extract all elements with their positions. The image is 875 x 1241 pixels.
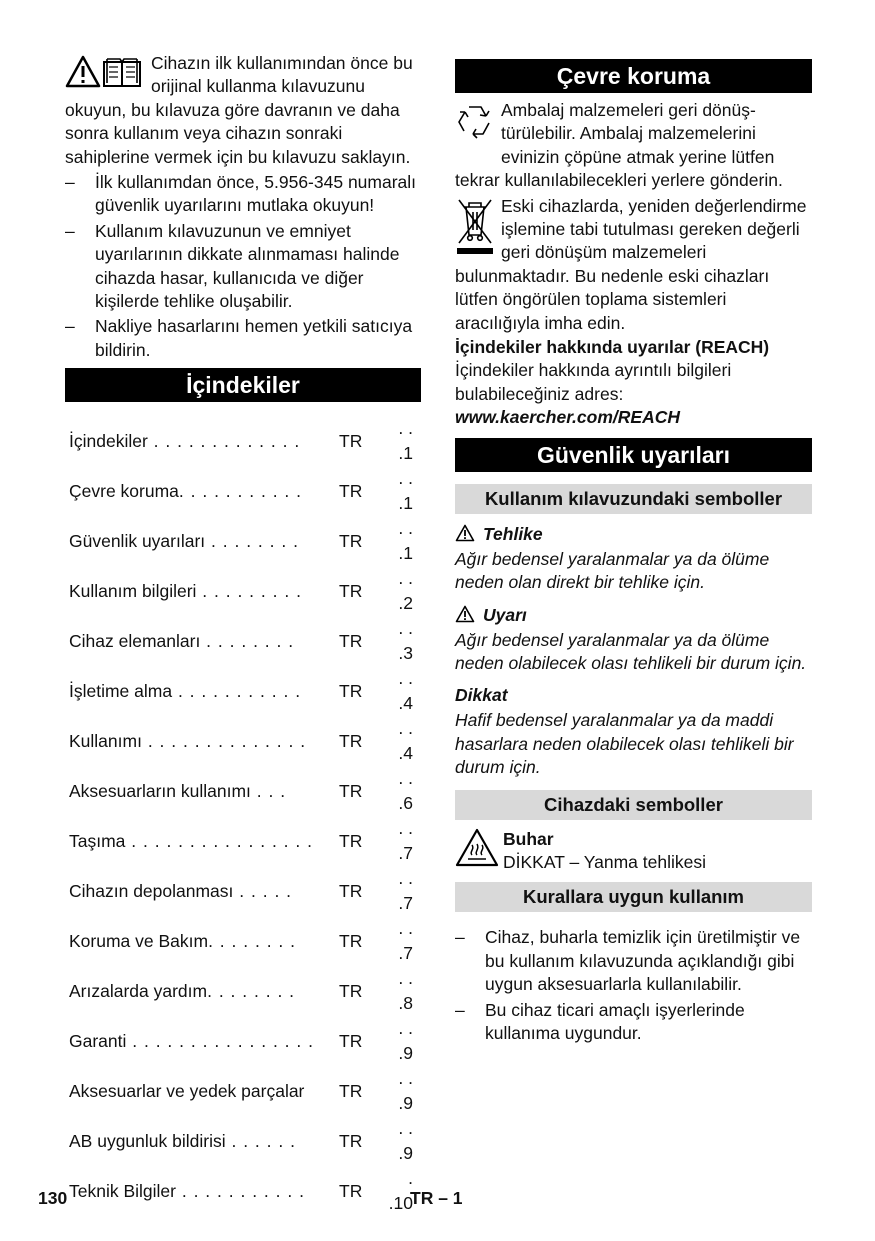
list-item: – İlk kullanımdan önce, 5.956-345 numaralı güvenlik uyarılarını mutlaka okuyun!: [65, 171, 421, 218]
table-row[interactable]: [65, 866, 421, 916]
toc-lang: TR: [339, 1080, 363, 1101]
toc-title: İçindekiler: [69, 430, 148, 451]
toc-title: Aksesuarların kullanımı: [69, 780, 251, 801]
weee-block: [455, 195, 812, 335]
list-item: – Nakliye hasarlarını hemen yetkili satıcıya bildirin.: [65, 315, 421, 362]
toc-title: AB uygunluk bildirisi: [69, 1130, 226, 1151]
page-number: 130: [38, 1188, 68, 1208]
environment-heading: Çevre koruma: [455, 59, 812, 93]
toc-dots: . . . . . . . . . . . . .: [147, 430, 301, 451]
table-row[interactable]: [65, 1016, 421, 1066]
toc-page: . . .4: [398, 718, 413, 764]
reach-url: www.kaercher.com/REACH: [455, 407, 680, 428]
danger-title-row: [455, 522, 812, 546]
toc-lang: TR: [339, 930, 363, 951]
toc-lang: TR: [339, 1130, 363, 1151]
toc-page: . . .7: [398, 918, 413, 964]
warning-manual-icon: [65, 54, 145, 95]
toc-dots: . . . . .: [233, 880, 293, 901]
table-row[interactable]: [65, 966, 421, 1016]
toc-dots: . . . . . . . .: [200, 630, 295, 651]
toc-page: . .10: [388, 1168, 413, 1214]
intro-text: Cihazın ilk kullanımından önce bu orijinal kullanma kılavuzunu okuyun, bu kılavuza göre davranın ve daha sonra kullanım veya cihazın sonraki sahiplerine vermek için bu kılavuzu saklayın.: [65, 53, 413, 167]
toc-lang: TR: [339, 980, 363, 1001]
toc-dots: . . . . . . . . . . . . . .: [141, 730, 307, 751]
toc-dots: . . .: [250, 780, 287, 801]
intro-block: [65, 52, 421, 169]
reach-text: İçindekiler hakkında ayrıntılı bilgileri bulabileceğiniz adres:: [455, 360, 732, 404]
manual-symbols-heading: Kullanım kılavuzundaki semboller: [455, 484, 812, 514]
toc-lang: TR: [339, 530, 363, 551]
left-column: [65, 52, 421, 1216]
toc-lang: TR: [339, 480, 363, 501]
warning-triangle-icon: [455, 524, 475, 542]
toc-title: Garanti: [69, 1030, 127, 1051]
toc-title: Teknik Bilgiler: [69, 1180, 176, 1201]
intro-bullet-list: [65, 171, 421, 362]
toc-lang: TR: [339, 830, 363, 851]
toc-dots: . . . . . . . . . . .: [178, 480, 303, 501]
safety-heading: Güvenlik uyarıları: [455, 438, 812, 472]
toc-page: . . .8: [398, 968, 413, 1014]
toc-title: İşletime alma: [69, 680, 173, 701]
table-row[interactable]: [65, 466, 421, 516]
toc-lang: TR: [339, 630, 363, 651]
proper-use-heading: Kurallara uygun kullanım: [455, 882, 812, 912]
toc-page: . . .1: [398, 418, 413, 464]
toc-title: Kullanımı: [69, 730, 142, 751]
list-item: – Bu cihaz ticari amaçlı işyerlerinde kullanıma uygundur.: [455, 999, 812, 1046]
reach-heading: İçindekiler hakkında uyarılar (REACH): [455, 337, 770, 358]
danger-text: Ağır bedensel yaralanmalar ya da ölüme neden olan direkt bir tehlike için.: [455, 548, 770, 593]
danger-title: Tehlike: [483, 523, 543, 544]
toc-dots: . . . . . . . .: [205, 530, 299, 551]
table-row[interactable]: [65, 516, 421, 566]
caution-text: Hafif bedensel yaralanmalar ya da maddi hasarlara neden olabilecek olası tehlikeli bir durum için.: [455, 710, 794, 778]
steam-title: Buhar: [503, 828, 554, 849]
toc-page: . . .6: [398, 768, 413, 814]
toc-page: . . .9: [398, 1118, 413, 1164]
toc-title: Çevre koruma: [69, 480, 179, 501]
toc-page: . . .2: [398, 568, 413, 614]
list-item: – Cihaz, buharla temizlik için üretilmiştir ve bu kullanım kılavuzunda açıklandığı gibi uygun aksesuarlarla kullanılabilir.: [455, 926, 812, 996]
recycle-icon: [455, 101, 495, 146]
toc-lang: TR: [339, 730, 363, 751]
toc-page: . . .1: [398, 468, 413, 514]
toc-dots: . . . . . . . . . . .: [175, 1180, 305, 1201]
device-symbols-heading: Cihazdaki semboller: [455, 790, 812, 820]
table-row[interactable]: [65, 1066, 421, 1116]
toc-title: Taşıma: [69, 830, 126, 851]
table-row[interactable]: [65, 916, 421, 966]
toc-lang: TR: [339, 580, 363, 601]
toc-dots: . . . . . .: [225, 1130, 296, 1151]
toc-title: Kullanım bilgileri: [69, 580, 197, 601]
steam-text: DİKKAT – Yanma tehlikesi: [503, 851, 706, 872]
toc-title: Güvenlik uyarıları: [69, 530, 206, 551]
right-column: [455, 52, 812, 1047]
table-row[interactable]: [65, 766, 421, 816]
toc-lang: TR: [339, 780, 363, 801]
toc-page: . . .3: [398, 618, 413, 664]
table-row[interactable]: [65, 416, 421, 466]
toc-title: Aksesuarlar ve yedek parçalar: [69, 1080, 305, 1101]
warning-triangle-icon: [455, 605, 475, 623]
warning-title: Uyarı: [483, 604, 527, 625]
table-row[interactable]: [65, 616, 421, 666]
toc-lang: TR: [339, 430, 363, 451]
list-item: – Kullanım kılavuzunun ve emniyet uyarılarının dikkate alınmaması halinde cihazda hasar, kullanıcıda ve diğer kişilerde tehlike oluşabilir.: [65, 220, 421, 314]
table-row[interactable]: [65, 1166, 421, 1216]
toc-lang: TR: [339, 1030, 363, 1051]
toc-lang: TR: [339, 680, 363, 701]
toc-dots: . . . . . . . . . . . . . . . .: [125, 830, 313, 851]
toc-title: Cihazın depolanması: [69, 880, 234, 901]
table-row[interactable]: [65, 716, 421, 766]
footer-lang-page: TR – 1: [410, 1188, 463, 1208]
table-row[interactable]: [65, 666, 421, 716]
recycle-text: Ambalaj malzemeleri geri dönüş-türülebilir. Ambalaj malzemelerini evinizin çöpüne atmak yerine lütfen tekrar kullanılabilecekleri yerlere gönderin.: [455, 100, 783, 191]
toc-dots: . . . . . . . . . . .: [172, 680, 302, 701]
recycle-block: [455, 99, 812, 193]
warning-title-row: [455, 603, 812, 627]
toc-page: . . .7: [398, 818, 413, 864]
toc-lang: TR: [339, 1180, 363, 1201]
toc-title: Arızalarda yardım: [69, 980, 208, 1001]
table-row[interactable]: [65, 566, 421, 616]
table-of-contents: [65, 416, 421, 1216]
hot-steam-warning-icon: [455, 828, 499, 873]
toc-lang: TR: [339, 880, 363, 901]
toc-page: . . .7: [398, 868, 413, 914]
toc-dots: . . . . . . . .: [208, 930, 297, 951]
toc-page: . . .9: [398, 1068, 413, 1114]
table-row[interactable]: [65, 816, 421, 866]
crossed-bin-icon: [455, 197, 495, 264]
toc-title: Cihaz elemanları: [69, 630, 201, 651]
toc-dots: . . . . . . . .: [207, 980, 296, 1001]
warning-text: Ağır bedensel yaralanmalar ya da ölüme neden olabilecek olası tehlikeli bir durum için.: [455, 629, 807, 673]
weee-text: Eski cihazlarda, yeniden değerlendirme işlemine tabi tutulması gereken değerli geri dönüşüm malzemeleri bulunmaktadır. Bu nedenle eski cihazları lütfen öngörülen toplama sistemleri aracılığıyla imha edin.: [455, 195, 807, 333]
table-row[interactable]: [65, 1116, 421, 1166]
proper-use-list: [455, 926, 812, 1045]
toc-page: . . .9: [398, 1018, 413, 1064]
toc-dots: . . . . . . . . . . . . . . . .: [126, 1030, 314, 1051]
steam-block: [455, 828, 812, 875]
caution-title: Dikkat: [455, 685, 508, 706]
toc-page: . . .4: [398, 668, 413, 714]
toc-page: . . .1: [398, 518, 413, 564]
toc-title: Koruma ve Bakım: [69, 930, 209, 951]
toc-dots: . . . . . . . . .: [196, 580, 302, 601]
toc-heading: İçindekiler: [65, 368, 421, 402]
